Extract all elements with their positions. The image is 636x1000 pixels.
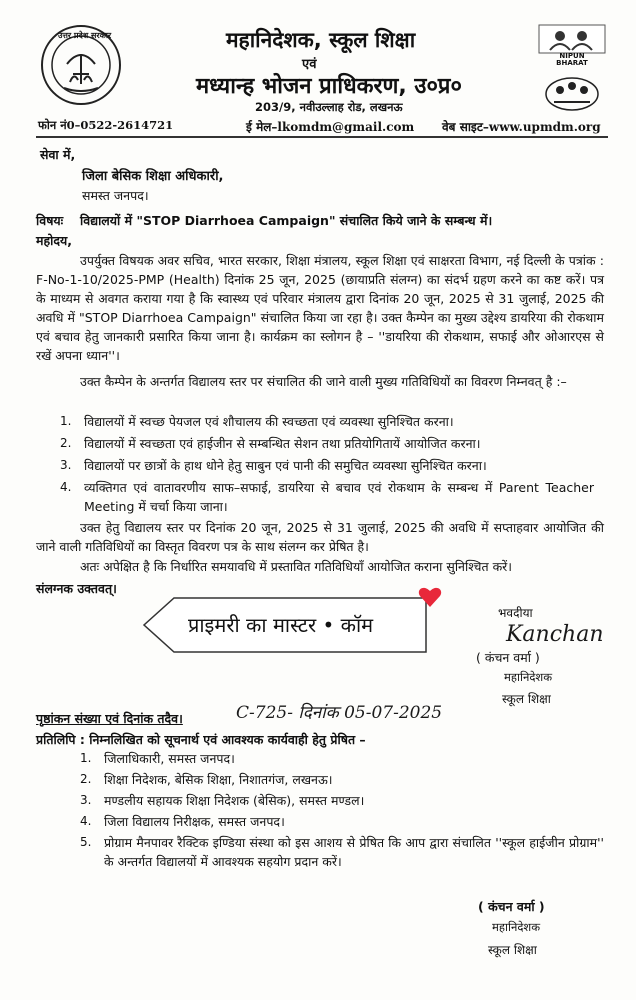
salutation: महोदय, (36, 233, 72, 248)
pm-poshan-logo (540, 70, 604, 114)
signatory-department: स्कूल शिक्षा (502, 692, 551, 706)
emblem-text: उत्तर प्रदेश सरकार (58, 31, 112, 40)
nipun-bharat-logo (538, 24, 606, 68)
activity-num: 2. (60, 436, 72, 450)
heart-icon (418, 586, 442, 612)
address-to: सेवा में, (40, 147, 76, 162)
activity-item: विद्यालयों में स्वच्छता एवं हाईजीन से सम्बन्धित सेशन तथा प्रतियोगितायें आयोजित करना। (84, 436, 481, 451)
recipient-item: मण्डलीय सहायक शिक्षा निदेशक (बेसिक), समस्त मण्डल। (104, 793, 365, 808)
recipient-num: 2. (80, 772, 92, 786)
recipient-item: प्रोग्राम मैनपावर रैक्टिक इण्डिया संस्था को इस आशय से प्रेषित कि आप द्वारा संचालित ''स्कूल हाईजीन प्रोग्राम'' के अन्तर्गत विद्यालयों में आवश्यक सहयोग प्रदान करें। (104, 835, 604, 869)
paragraph-2: उक्त कैम्पेन के अन्तर्गत विद्यालय स्तर पर संचालित की जाने वाली मुख्य गतिविधियों का विवरण निम्नवत् है :– (80, 374, 567, 389)
recipient-item: जिलाधिकारी, समस्त जनपद। (104, 751, 235, 766)
closing: भवदीया (498, 606, 533, 620)
paragraph-4: अतः अपेक्षित है कि निर्धारित समयावधि में प्रस्तावित गतिविधियाँ आयोजित कराना सुनिश्चित करें। (80, 559, 513, 574)
signatory-designation: महानिदेशक (504, 670, 553, 684)
endorsement-handwritten: C-725- दिनांक 05-07-2025 (236, 703, 443, 723)
signatory-name: ( कंचन वर्मा ) (476, 650, 540, 665)
endorsement-label: पृष्ठांकन संख्या एवं दिनांक तदैव। (36, 711, 183, 726)
address-district: समस्त जनपद। (82, 188, 149, 203)
subject-label: विषयः (36, 213, 64, 228)
header-title-1: महानिदेशक, स्कूल शिक्षा (226, 28, 416, 52)
attachment-note: संलग्नक उक्तवत्। (36, 581, 117, 596)
activity-num: 4. (60, 480, 72, 494)
activity-num: 3. (60, 458, 72, 472)
activity-item: विद्यालयों पर छात्रों के हाथ धोने हेतु साबुन एवं पानी की समुचित व्यवस्था सुनिश्चित करना। (84, 458, 487, 473)
signature-handwritten: Kanchan (506, 622, 604, 647)
watermark-text: प्राइमरी का मास्टर • कॉम (188, 613, 374, 637)
signatory-department-2: स्कूल शिक्षा (488, 943, 537, 957)
header-email: ई मेल–lkomdm@gmail.com (246, 120, 415, 134)
header-title-2: मध्यान्ह भोजन प्राधिकरण, उ०प्र० (196, 74, 462, 99)
header-website: वेब साइट–www.upmdm.org (442, 120, 601, 134)
activity-item: व्यक्तिगत एवं वातावरणीय साफ–सफाई, डायरिया से बचाव एवं रोकथाम के सम्बन्ध में Parent Teacher Meeting में चर्चा किया जाना। (84, 480, 594, 514)
paragraph-3: उक्त हेतु विद्यालय स्तर पर दिनांक 20 जून, 2025 से 31 जुलाई, 2025 की अवधि में सप्ताहवार आयोजित की जाने वाली गतिविधियों का विस्तृत विवरण पत्र के साथ संलग्न कर प्रेषित है। (36, 520, 604, 554)
header-title-and: एवं (302, 57, 317, 72)
header-rule (36, 136, 608, 138)
copy-heading: प्रतिलिपि : निम्नलिखित को सूचनार्थ एवं आवश्यक कार्यवाही हेतु प्रेषित – (36, 732, 366, 747)
signatory-name-2: ( कंचन वर्मा ) (478, 899, 545, 914)
activity-item: विद्यालयों में स्वच्छ पेयजल एवं शौचालय की स्वच्छता एवं व्यवस्था सुनिश्चित करना। (84, 414, 454, 429)
watermark-banner (142, 594, 442, 656)
header-address: 203/9, नवीउल्लाह रोड, लखनऊ (255, 100, 403, 114)
state-emblem (40, 24, 122, 106)
nipun-label: NIPUN BHARAT (556, 52, 588, 67)
subject-text: विद्यालयों में "STOP Diarrhoea Campaign" संचालित किये जाने के सम्बन्ध में। (80, 213, 493, 228)
recipient-num: 3. (80, 793, 92, 807)
signatory-designation-2: महानिदेशक (492, 920, 541, 934)
recipient-item: शिक्षा निदेशक, बेसिक शिक्षा, निशातगंज, लखनऊ। (104, 772, 333, 787)
paragraph-1: उपर्युक्त विषयक अवर सचिव, भारत सरकार, शिक्षा मंत्रालय, स्कूल शिक्षा एवं साक्षरता विभाग, नई दिल्ली के पत्रांक : F-No-1-10/2025-PMP (Health) दिनांक 25 जून, 2025 (छायाप्रति संलग्न) का संदर्भ ग्रहण करने का कष्ट करें। पत्र के माध्यम से अवगत कराया गया है कि स्वास्थ्य एवं परिवार मंत्रालय द्वारा दिनांक 20 जून, 2025 से 31 जुलाई, 2025 की अवधि में "STOP Diarrhoea Campaign" संचालित किया जा रहा है। उक्त कैम्पेन का मुख्य उद्देश्य डायरिया की रोकथाम एवं बचाव हेतु जानकारी प्रसारित किया जाना है। कार्यक्रम का स्लोगन है – ''डायरिया की रोकथाम, सफाई और ओआरएस से रखें अपना ध्यान''। (36, 253, 604, 363)
recipient-num: 4. (80, 814, 92, 828)
activity-num: 1. (60, 414, 72, 428)
recipient-num: 5. (80, 835, 92, 849)
recipient-num: 1. (80, 751, 92, 765)
address-officer: जिला बेसिक शिक्षा अधिकारी, (82, 169, 224, 184)
recipient-item: जिला विद्यालय निरीक्षक, समस्त जनपद। (104, 814, 285, 829)
header-phone: फोन नं0–0522-2614721 (38, 118, 174, 132)
